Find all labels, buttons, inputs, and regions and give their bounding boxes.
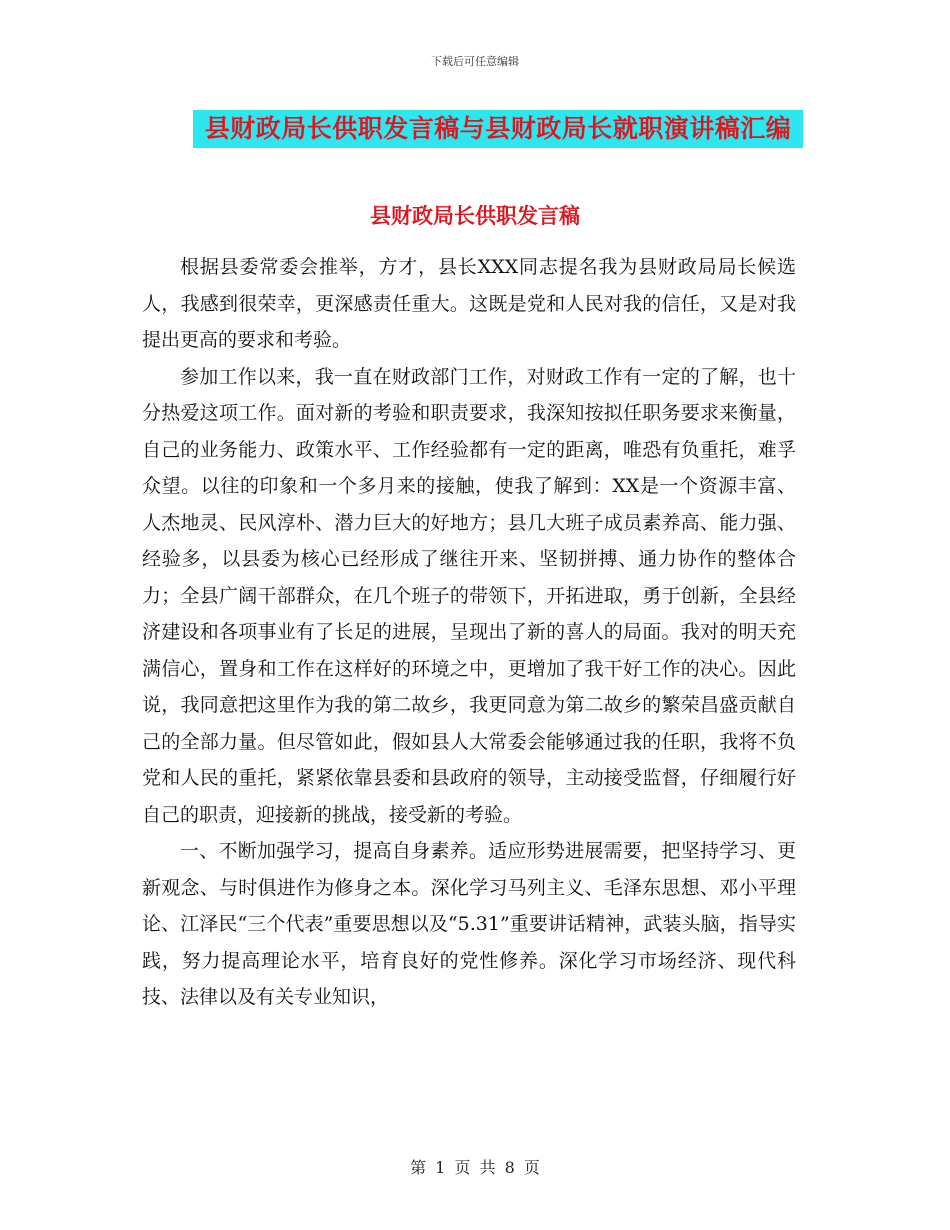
paragraph: 参加工作以来，我一直在财政部门工作，对财政工作有一定的了解，也十分热爱这项工作。面对新的考验和职责要求，我深知按拟任职务要求来衡量，自己的业务能力、政策水平、工作经验都有一定的距离，唯恐有负重托，难孚众望。以往的印象和一个多月来的接触，使我了解到：XX是一个资源丰富、人杰地灵、民风淳朴、潜力巨大的好地方；县几大班子成员素养高、能力强、经验多，以县委为核心已经形成了继往开来、坚韧拼搏、通力协作的整体合力；全县广阔干部群众，在几个班子的带领下，开拓进取，勇于创新，全县经济建设和各项事业有了长足的进展，呈现出了新的喜人的局面。我对的明天充满信心，置身和工作在这样好的环境之中，更增加了我干好工作的决心。因此说，我同意把这里作为我的第二故乡，我更同意为第二故乡的繁荣昌盛贡献自己的全部力量。但尽管如此，假如县人大常委会能够通过我的任职，我将不负党和人民的重托，紧紧依靠县委和县政府的领导，主动接受监督，仔细履行好自己的职责，迎接新的挑战，接受新的考验。 [142,365,796,826]
paragraph: 根据县委常委会推举，方才，县长XXX同志提名我为县财政局局长候选人，我感到很荣幸，更深感责任重大。这既是党和人民对我的信任，又是对我提出更高的要求和考验。 [142,256,796,351]
page-footer: 第 1 页 共 8 页 [410,1158,540,1177]
page-header-note: 下载后可任意编辑 [431,55,519,68]
paragraph: 一、不断加强学习，提高自身素养。适应形势进展需要，把坚持学习、更新观念、与时俱进作为修身之本。深化学习马列主义、毛泽东思想、邓小平理论、江泽民“三个代表”重要思想以及“5.31”重要讲话精神，武装头脑，指导实践，努力提高理论水平，培育良好的党性修养。深化学习市场经济、现代科技、法律以及有关专业知识， [142,840,796,1008]
document-body [142,249,796,1016]
section-title: 县财政局长供职发言稿 [370,204,580,228]
document-title: 县财政局长供职发言稿与县财政局长就职演讲稿汇编 [193,110,803,148]
